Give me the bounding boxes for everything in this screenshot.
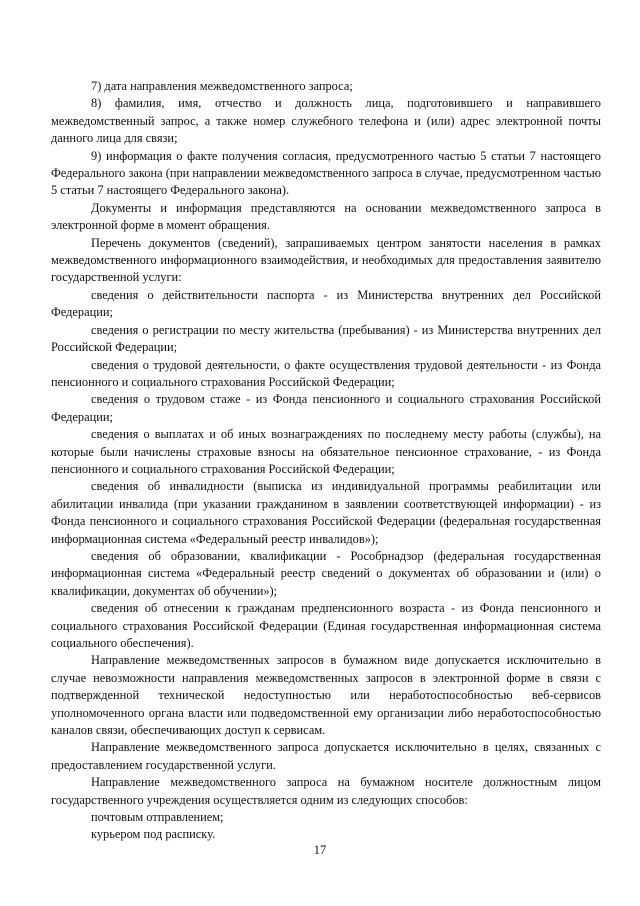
page-number: 17: [313, 843, 327, 857]
paragraph-paper-requests: Направление межведомственных запросов в бумажном виде допускается исключительно в случае невозможности направления межведомственных запросов в электронной форме в связи с подтвержденной технической недоступностью или неработоспособностью веб-сервисов уполномоченного органа власти или подведомственной ему организации либо неработоспособностью каналов связи, обеспечивающих доступ к сервисам.: [51, 653, 601, 738]
list-item-work-experience: сведения о трудовом стаже - из Фонда пенсионного и социального страхования Российской Федерации;: [51, 392, 601, 424]
list-item-mail: почтовым отправлением;: [91, 810, 224, 825]
document-body: [51, 78, 601, 844]
paragraph-paper-methods: Направление межведомственного запроса на бумажном носителе должностным лицом государственного учреждения осуществляется одним из следующих способов:: [51, 775, 601, 807]
list-item-payments: сведения о выплатах и об иных вознаграждениях по последнему месту работы (службы), на которые были начислены страховые взносы на обязательное пенсионное страхование, - из Фонда пенсионного и социального страхования Российской Федерации;: [51, 427, 601, 476]
list-item-pre-retirement: сведения об отнесении к гражданам предпенсионного возраста - из Фонда пенсионного и социального страхования Российской Федерации (Единая государственная информационная система социального обеспечения).: [51, 601, 601, 650]
paragraph-item-8: 8) фамилия, имя, отчество и должность лица, подготовившего и направившего межведомственный запрос, а также номер служебного телефона и (или) адрес электронной почты данного лица для связи;: [51, 96, 601, 146]
list-item-education: сведения об образовании, квалификации - Рособрнадзор (федеральная государственная информационная система «Федеральный реестр сведений о документах об образовании и (или) о квалификации, документах об обучении»);: [51, 548, 601, 598]
paragraph-item-7: 7) дата направления межведомственного запроса;: [91, 79, 353, 93]
list-item-labor-activity: сведения о трудовой деятельности, о факте осуществления трудовой деятельности - из Фонда пенсионного и социального страхования Российской Федерации;: [51, 357, 601, 389]
list-item-registration: сведения о регистрации по месту жительства (пребывания) - из Министерства внутренних дел Российской Федерации;: [51, 322, 601, 355]
paragraph-documents-list-intro: Перечень документов (сведений), запрашиваемых центром занятости населения в рамках межведомственного информационного взаимодействия, и необходимых для предоставления заявителю государственной услуги:: [51, 235, 601, 285]
list-item-disability: сведения об инвалидности (выписка из индивидуальной программы реабилитации или абилитации инвалида (при указании гражданином в заявлении соответствующей информации) - из Фонда пенсионного и социального страхования Российской Федерации (федеральная государственная информационная система «Федеральный реестр инвалидов»);: [51, 479, 601, 546]
paragraph-request-purpose: Направление межведомственного запроса допускается исключительно в целях, связанных с предоставлением государственной услуги.: [51, 740, 601, 772]
list-item-courier: курьером под расписку.: [91, 827, 216, 842]
paragraph-item-9: 9) информация о факте получения согласия, предусмотренного частью 5 статьи 7 настоящего Федерального закона (при направлении межведомственного запроса в случае, предусмотренном частью 5 статьи 7 настоящего Федерального закона).: [51, 148, 601, 198]
list-item-passport: сведения о действительности паспорта - из Министерства внутренних дел Российской Федерации;: [51, 287, 601, 320]
paragraph-documents-info: Документы и информация представляются на основании межведомственного запроса в электронной форме в момент обращения.: [51, 200, 601, 233]
